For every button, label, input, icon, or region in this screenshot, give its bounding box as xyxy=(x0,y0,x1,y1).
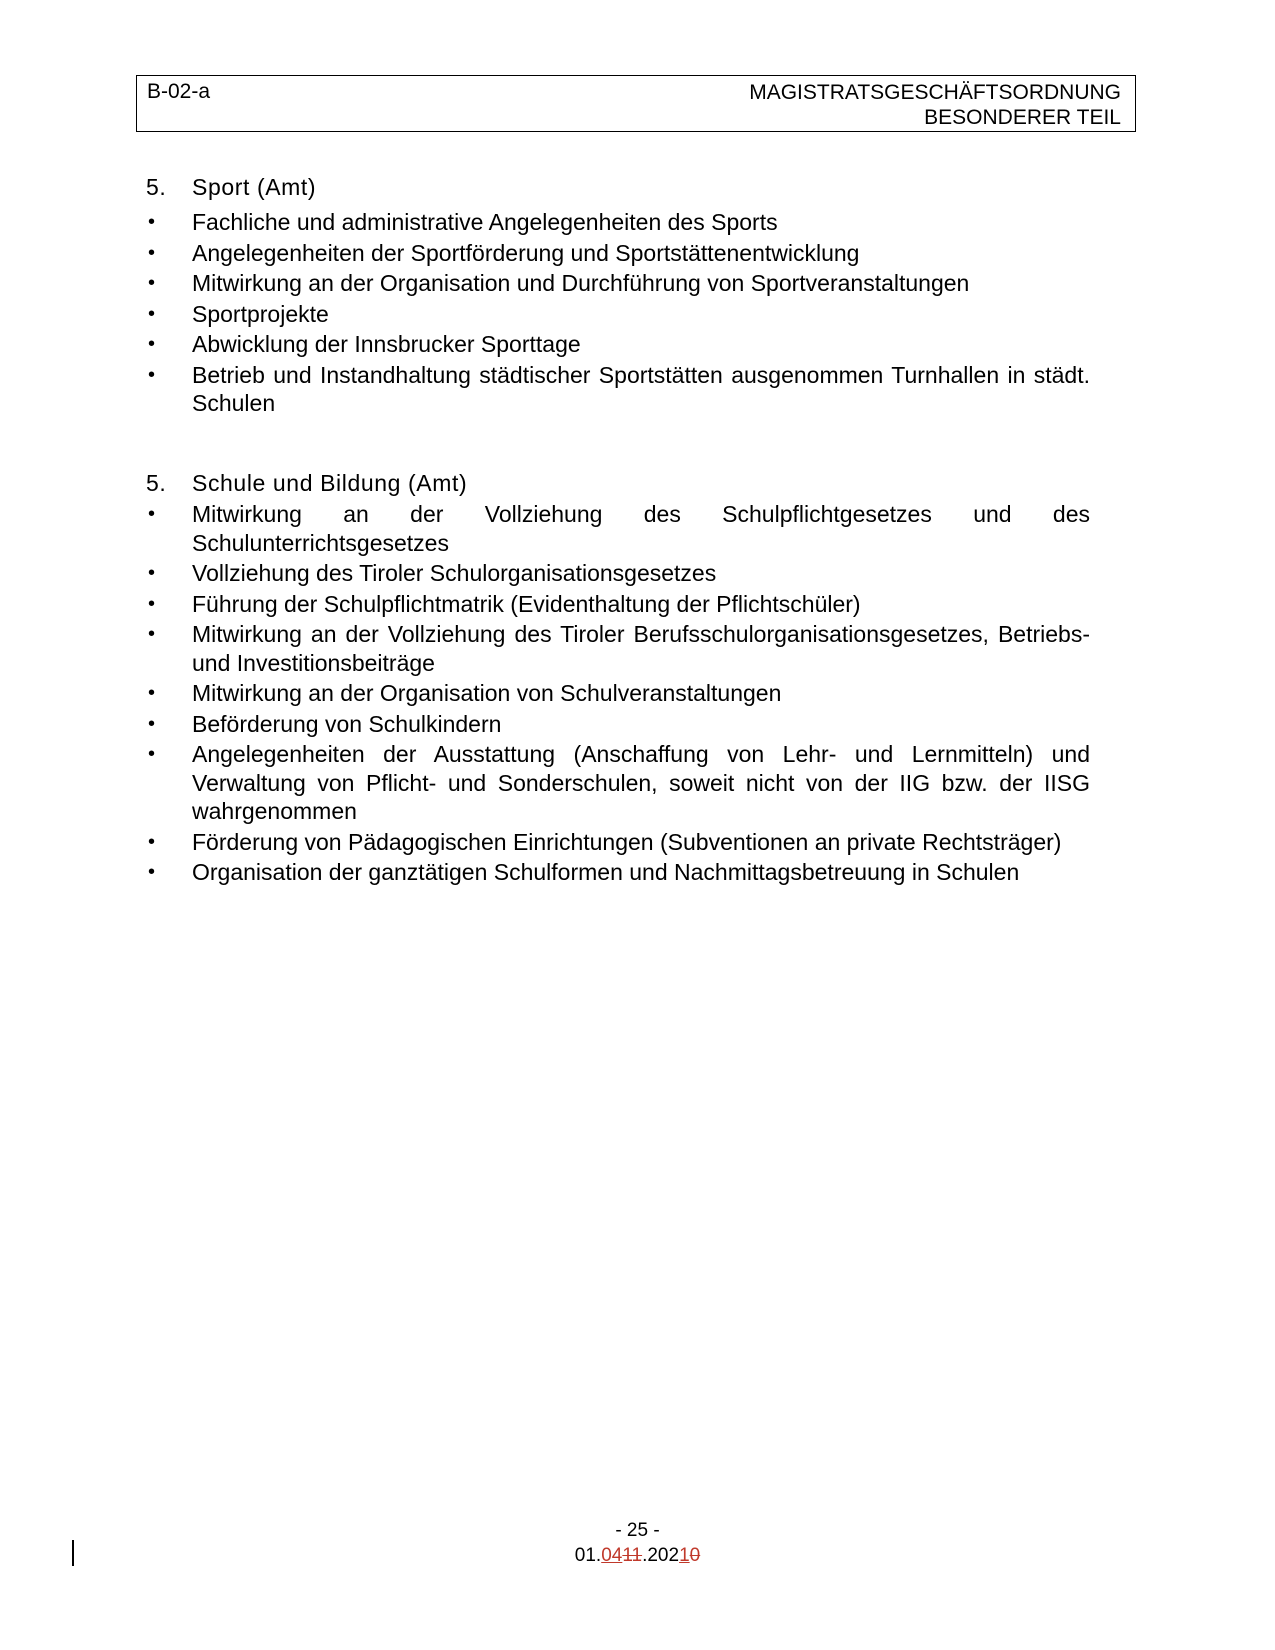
list-item: • Sportprojekte xyxy=(146,300,1090,329)
list-item: • Angelegenheiten der Sportförderung und Sportstättenentwicklung xyxy=(146,239,1090,268)
date-year-base: .202 xyxy=(642,1545,680,1566)
list-item: • Organisation der ganztätigen Schulformen und Nachmittagsbetreuung in Schulen xyxy=(146,858,1090,887)
doc-title-line2: BESONDERER TEIL xyxy=(924,106,1121,129)
section-item-list xyxy=(146,500,1090,887)
section-number: 5. xyxy=(146,470,167,496)
page-header xyxy=(136,75,1136,132)
doc-title-line1: MAGISTRATSGESCHÄFTSORDNUNG xyxy=(749,81,1121,104)
date-inserted-month: 04 xyxy=(601,1545,623,1566)
list-item: • Mitwirkung an der Vollziehung des Schulpflichtgesetzes und des Schulunterrichtsgesetzes xyxy=(146,500,1090,557)
doc-code: B-02-a xyxy=(147,80,211,103)
revision-date xyxy=(0,1545,1275,1567)
list-item: • Abwicklung der Innsbrucker Sporttage xyxy=(146,330,1090,359)
list-item: • Vollziehung des Tiroler Schulorganisationsgesetzes xyxy=(146,559,1090,588)
section-heading xyxy=(146,468,1090,500)
section-title: Schule und Bildung (Amt) xyxy=(192,470,468,496)
section-title: Sport (Amt) xyxy=(192,174,317,200)
section-number: 5. xyxy=(146,174,167,200)
list-item: • Mitwirkung an der Vollziehung des Tiroler Berufsschulorganisationsgesetzes, Betriebs- und Investitionsbeiträge xyxy=(146,620,1090,677)
date-deleted-month: 11 xyxy=(622,1545,643,1566)
section-heading xyxy=(146,172,1090,208)
date-inserted-year: 1 xyxy=(679,1545,690,1566)
section-sport xyxy=(146,172,1090,420)
page-number: - 25 - xyxy=(615,1520,660,1541)
list-item: • Förderung von Pädagogischen Einrichtungen (Subventionen an private Rechtsträger) xyxy=(146,828,1090,857)
date-deleted-year: 0 xyxy=(689,1545,701,1566)
list-item: • Beförderung von Schulkindern xyxy=(146,710,1090,739)
date-prefix: 01. xyxy=(574,1545,602,1566)
section-item-list xyxy=(146,208,1090,418)
list-item: • Mitwirkung an der Organisation von Schulveranstaltungen xyxy=(146,679,1090,708)
list-item: • Führung der Schulpflichtmatrik (Evidenthaltung der Pflichtschüler) xyxy=(146,590,1090,619)
list-item: • Betrieb und Instandhaltung städtischer Sportstätten ausgenommen Turnhallen in städt. Schulen xyxy=(146,361,1090,418)
list-item: • Fachliche und administrative Angelegenheiten des Sports xyxy=(146,208,1090,237)
list-item: • Mitwirkung an der Organisation und Durchführung von Sportveranstaltungen xyxy=(146,269,1090,298)
doc-title xyxy=(749,80,1121,130)
section-schule-bildung xyxy=(146,468,1090,889)
list-item: • Angelegenheiten der Ausstattung (Anschaffung von Lehr- und Lernmitteln) und Verwaltung von Pflicht- und Sonderschulen, soweit nicht von der IIG bzw. der IISG wahrgenommen xyxy=(146,740,1090,826)
